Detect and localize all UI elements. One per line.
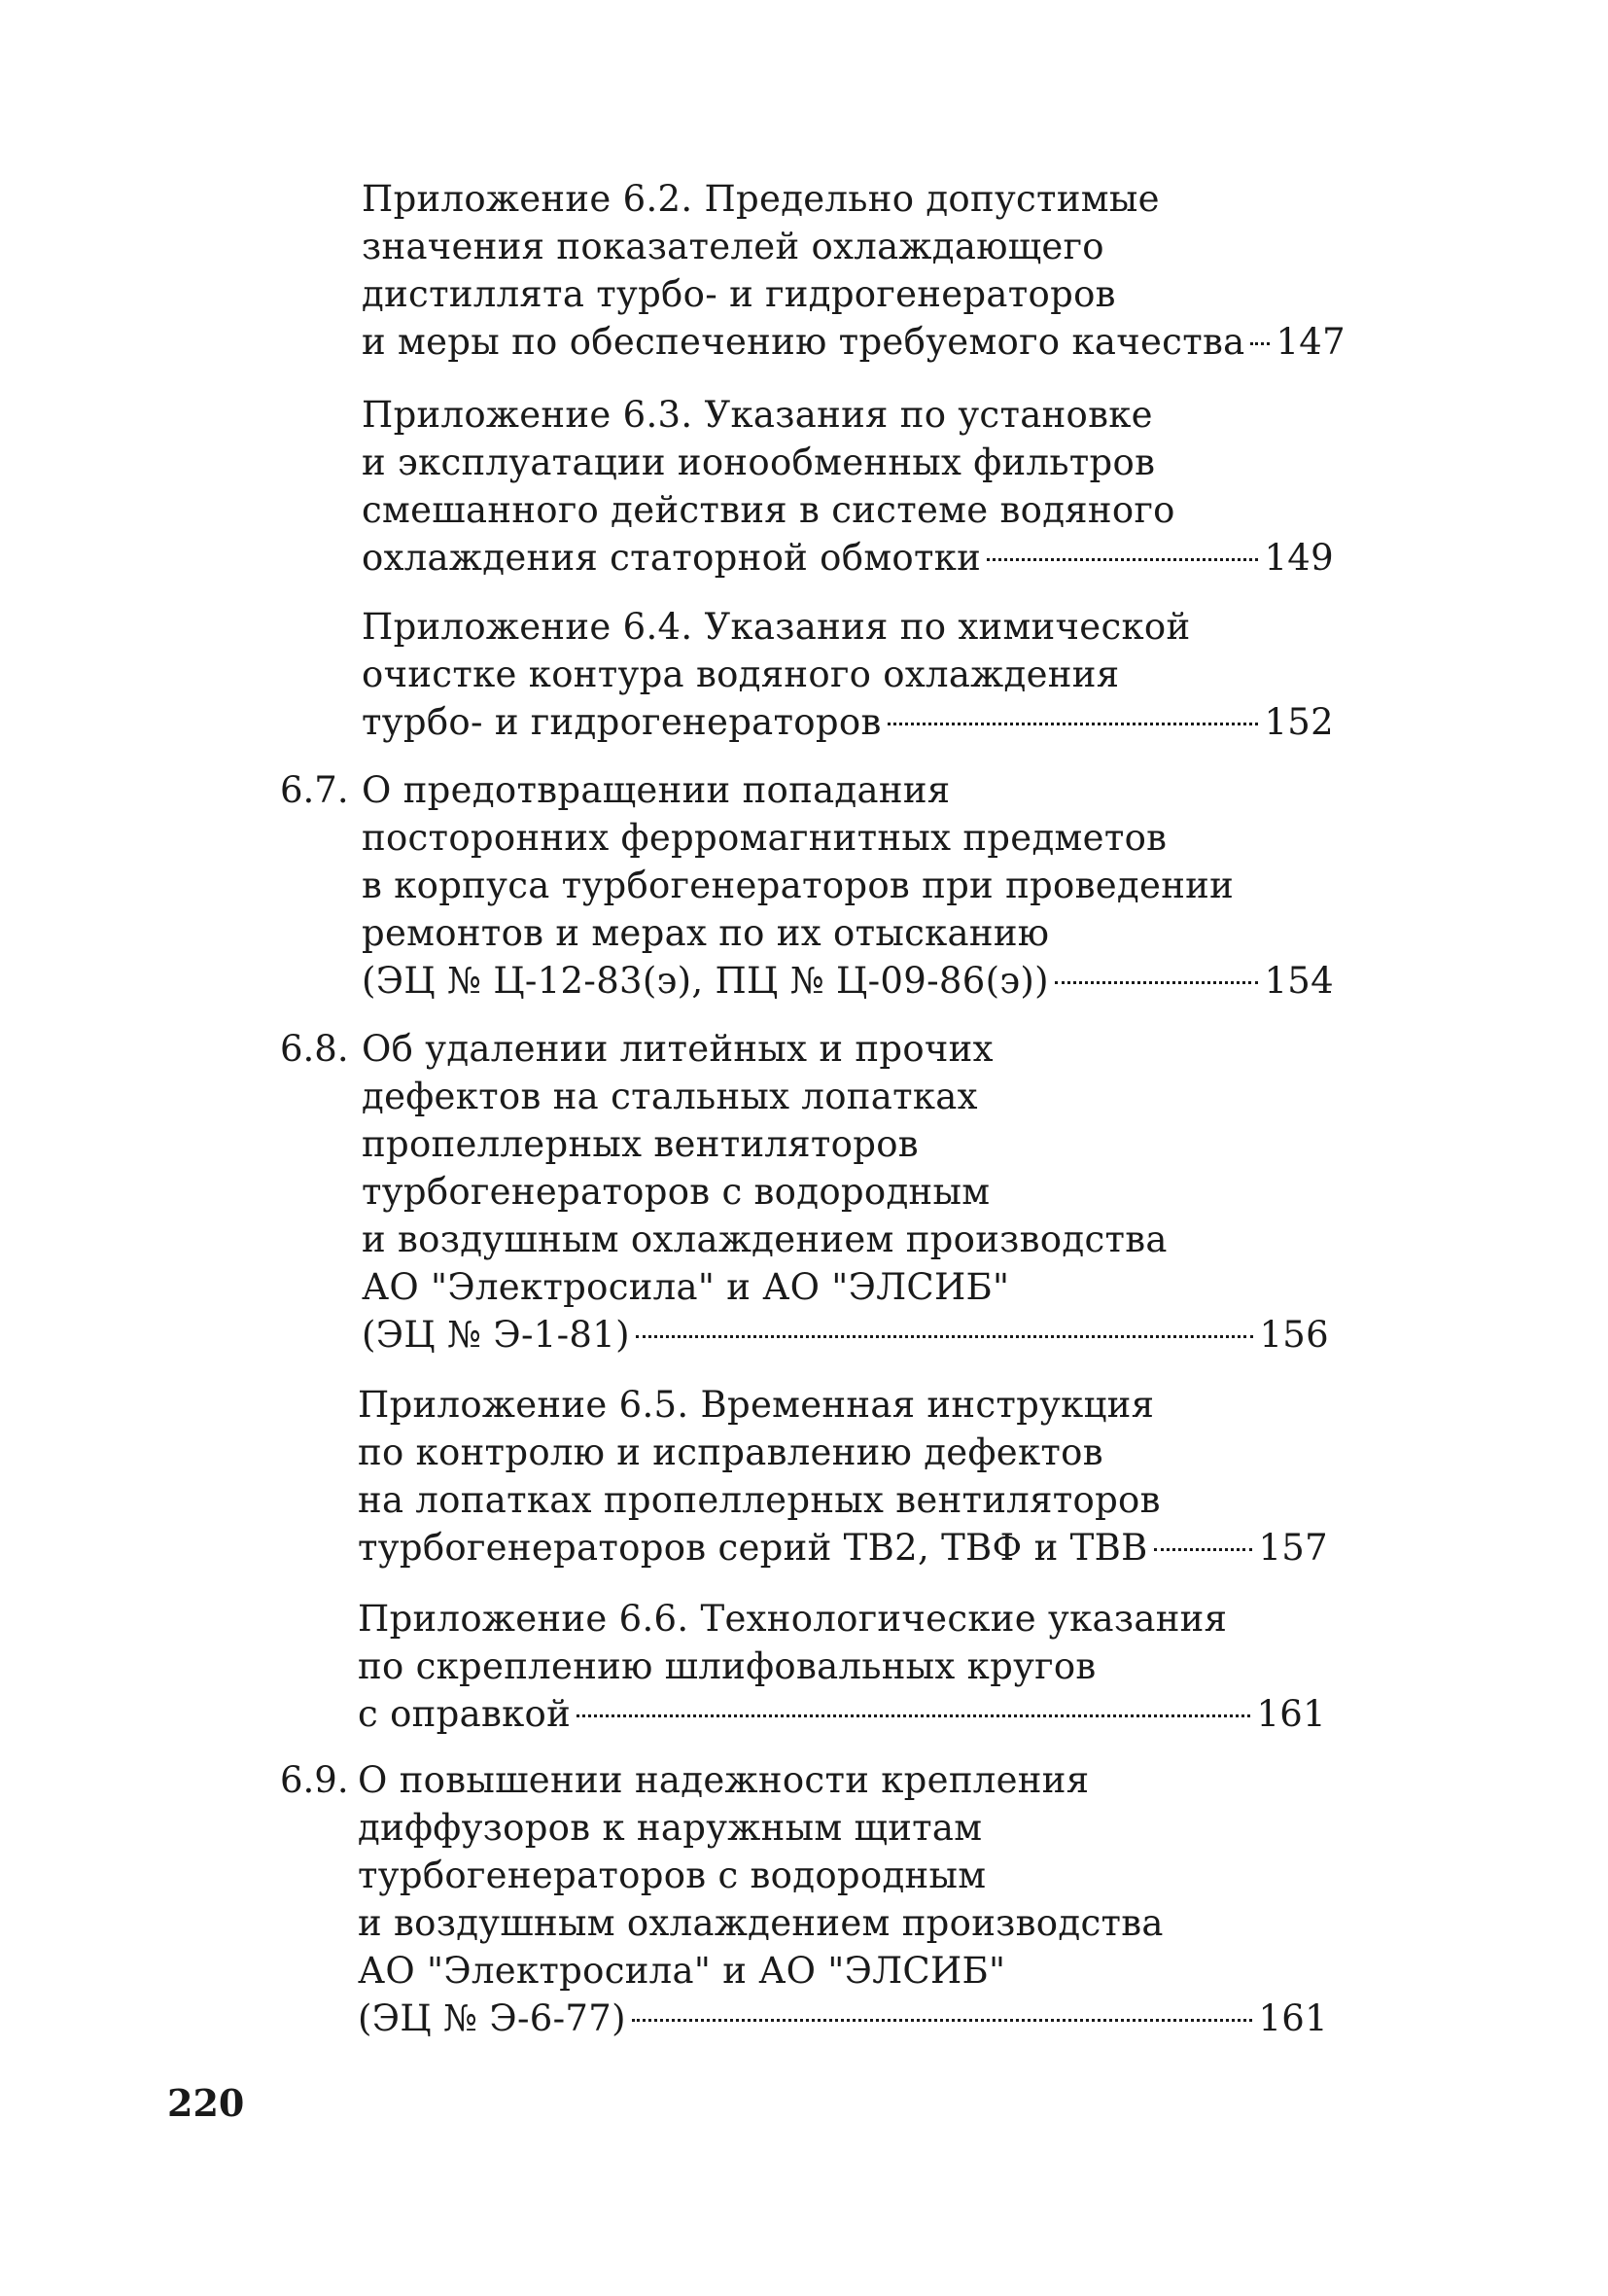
section-number: 6.7. (280, 769, 349, 811)
toc-page-number: 149 (1264, 537, 1334, 579)
toc-page-number: 147 (1276, 321, 1346, 363)
section-number: 6.8. (280, 1028, 349, 1070)
toc-line: Приложение 6.3. Указания по установке (362, 394, 1153, 436)
toc-line: Об удалении литейных и прочих (362, 1028, 994, 1070)
toc-line: в корпуса турбогенераторов при проведении (362, 865, 1235, 906)
toc-page-number: 161 (1258, 1997, 1328, 2039)
toc-line: на лопатках пропеллерных вентиляторов (358, 1479, 1161, 1521)
toc-line: Приложение 6.2. Предельно допустимые (362, 178, 1160, 220)
toc-line: Приложение 6.4. Указания по химической (362, 606, 1191, 648)
toc-line: (ЭЦ № Ц-12-83(э), ПЦ № Ц-09-86(э)) (362, 960, 1049, 1002)
toc-line: ремонтов и мерах по их отысканию (362, 912, 1050, 954)
toc-line: О предотвращении попадания (362, 769, 951, 811)
toc-line: турбогенераторов с водородным (358, 1854, 987, 1896)
toc-line: АО "Электросила" и АО "ЭЛСИБ" (362, 1266, 1010, 1308)
toc-line: и меры по обеспечению требуемого качества (362, 321, 1245, 363)
toc-last-line (358, 1690, 1326, 1738)
dot-leader (1154, 1548, 1253, 1551)
toc-entry (358, 1381, 1328, 1572)
toc-line: О повышении надежности крепления (358, 1759, 1090, 1801)
toc-entry (362, 603, 1334, 746)
dot-leader (577, 1714, 1250, 1717)
toc-last-line (362, 534, 1334, 582)
toc-line: значения показателей охлаждающего (362, 226, 1104, 267)
toc-line: дефектов на стальных лопатках (362, 1076, 978, 1117)
toc-line: очистке контура водяного охлаждения (362, 653, 1120, 695)
toc-last-line (358, 1995, 1328, 2042)
toc-page-number: 154 (1264, 960, 1334, 1002)
dot-leader (1055, 981, 1259, 984)
toc-page-number: 161 (1256, 1693, 1326, 1735)
toc-page-number: 157 (1258, 1527, 1328, 1569)
toc-line: турбогенераторов серий ТВ2, ТВФ и ТВВ (358, 1527, 1148, 1569)
toc-line: турбогенераторов с водородным (362, 1171, 991, 1213)
toc-line: охлаждения статорной обмотки (362, 537, 982, 579)
toc-line: дистиллята турбо- и гидрогенераторов (362, 273, 1116, 315)
toc-line: Приложение 6.6. Технологические указания (358, 1598, 1228, 1640)
toc-entry (358, 1756, 1328, 2042)
toc-line: (ЭЦ № Э-6-77) (358, 1997, 626, 2039)
page-number: 220 (167, 2081, 245, 2125)
toc-line: и воздушным охлаждением производства (358, 1902, 1164, 1944)
toc-line: и воздушным охлаждением производства (362, 1219, 1168, 1260)
dot-leader (1250, 342, 1270, 345)
toc-line: (ЭЦ № Э-1-81) (362, 1314, 630, 1356)
toc-last-line (362, 957, 1334, 1005)
toc-line: АО "Электросила" и АО "ЭЛСИБ" (358, 1950, 1006, 1992)
toc-line: и эксплуатации ионообменных фильтров (362, 442, 1156, 483)
dot-leader (888, 723, 1259, 725)
toc-line: с оправкой (358, 1693, 572, 1735)
dot-leader (987, 558, 1258, 561)
toc-entry (358, 1595, 1326, 1738)
toc-entry (362, 391, 1334, 582)
toc-line: Приложение 6.5. Временная инструкция (358, 1384, 1155, 1426)
toc-line: смешанного действия в системе водяного (362, 489, 1175, 531)
toc-line: по контролю и исправлению дефектов (358, 1431, 1103, 1473)
toc-line: посторонних ферромагнитных предметов (362, 817, 1168, 859)
toc-page-number: 156 (1259, 1314, 1329, 1356)
toc-line: по скреплению шлифовальных кругов (358, 1645, 1097, 1687)
toc-last-line (362, 1311, 1329, 1359)
dot-leader (632, 2019, 1253, 2022)
toc-last-line (362, 318, 1346, 366)
dot-leader (636, 1335, 1254, 1338)
toc-page-number: 152 (1264, 701, 1334, 743)
toc-line: турбо- и гидрогенераторов (362, 701, 882, 743)
toc-entry (362, 175, 1346, 366)
toc-last-line (358, 1524, 1328, 1572)
toc-line: пропеллерных вентиляторов (362, 1123, 919, 1165)
toc-line: диффузоров к наружным щитам (358, 1807, 983, 1849)
toc-entry (362, 1025, 1329, 1359)
toc-last-line (362, 698, 1334, 746)
section-number: 6.9. (280, 1759, 349, 1801)
toc-entry (362, 766, 1334, 1005)
